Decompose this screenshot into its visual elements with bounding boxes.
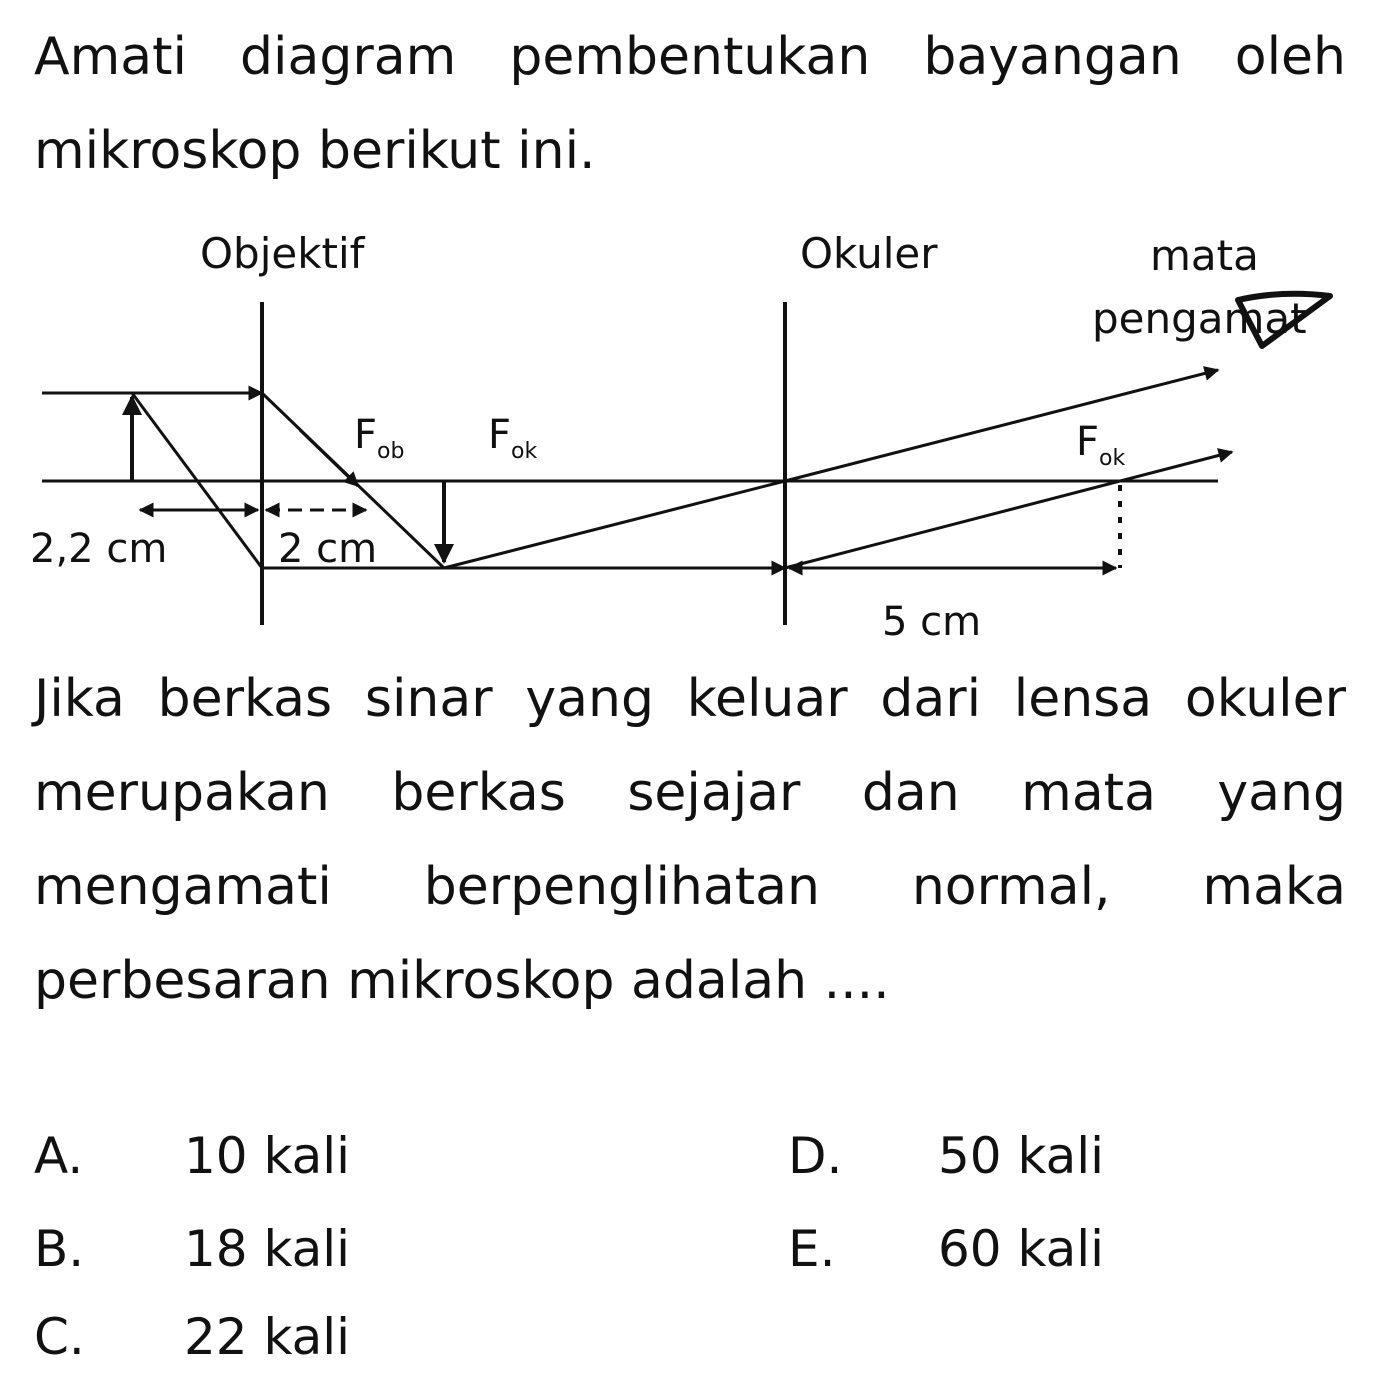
option-a[interactable] xyxy=(34,1126,350,1186)
dim-focal-ob-label: 2 cm xyxy=(278,526,378,572)
question-intro: Amati diagram pembentukan bayangan oleh mikroskop berikut ini. xyxy=(34,27,1346,181)
focal-ok-left-label: Fok xyxy=(488,412,538,464)
option-b-text: 18 kali xyxy=(184,1220,351,1278)
option-e-letter: E. xyxy=(788,1220,836,1278)
eye-label-line1: mata xyxy=(1150,231,1259,280)
option-a-text: 10 kali xyxy=(184,1127,351,1185)
option-e-text: 60 kali xyxy=(938,1220,1105,1278)
dim-object-distance-label: 2,2 cm xyxy=(30,526,168,572)
ray-eyepiece-out-lower xyxy=(785,452,1232,568)
option-d-letter: D. xyxy=(788,1127,843,1185)
ray-eyepiece-center xyxy=(444,481,785,568)
eye-label-line2: pengamat xyxy=(1092,294,1307,343)
dim-eyepiece-focal-label: 5 cm xyxy=(882,599,982,645)
option-b-letter: B. xyxy=(34,1220,85,1278)
focal-ok-right-label: Fok xyxy=(1076,419,1126,471)
eyepiece-label: Okuler xyxy=(800,229,938,278)
option-d-text: 50 kali xyxy=(938,1127,1105,1185)
question-body: Jika berkas sinar yang keluar dari lensa okuler merupakan berkas sejajar dan mata yang mengamati berpenglihatan normal, maka perbesaran mikroskop adalah .... xyxy=(34,669,1346,1011)
ray-fob-arrow xyxy=(300,430,358,486)
ray-eyepiece-out-upper xyxy=(785,370,1218,481)
option-a-letter: A. xyxy=(34,1127,84,1185)
option-c-letter: C. xyxy=(34,1308,85,1366)
focal-ob-label: Fob xyxy=(354,412,405,464)
option-b[interactable] xyxy=(34,1219,350,1279)
objective-label: Objektif xyxy=(200,229,365,278)
option-d[interactable] xyxy=(788,1126,1104,1186)
option-c[interactable] xyxy=(34,1307,350,1367)
option-e[interactable] xyxy=(788,1219,1104,1279)
option-c-text: 22 kali xyxy=(184,1308,351,1366)
